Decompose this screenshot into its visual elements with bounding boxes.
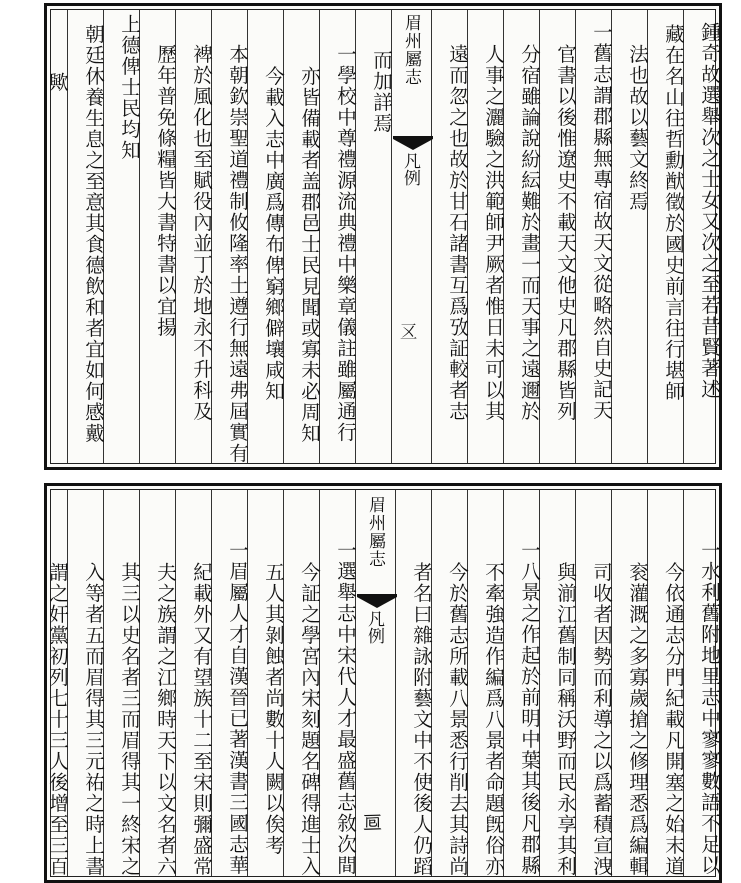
column-text: 衮灌溉之多寡歲搶之修理悉爲編輯 <box>626 562 649 877</box>
text-column <box>319 10 355 463</box>
text-column <box>683 490 719 876</box>
column-text: 一八景之作起於前明中葉其後凡郡縣 <box>518 540 541 876</box>
column-text: 歷年普免條糧皆大書特書以宜揚 <box>154 44 177 338</box>
text-column <box>46 10 69 463</box>
text-column <box>67 10 103 463</box>
column-text: 而加詳焉 <box>370 50 393 134</box>
text-column <box>539 490 575 876</box>
text-column <box>575 10 611 463</box>
column-text: 入等者五而眉得其三元祐之時上書 <box>82 562 105 877</box>
book-title: 眉州屬志 <box>365 496 385 568</box>
column-text: 一舊志謂郡縣無專宿故天文從略然自史記天 <box>590 22 613 421</box>
text-column <box>67 490 103 876</box>
column-text: 一學校中尊禮源流典禮中樂章儀註雖屬通行 <box>334 44 357 443</box>
column-text: 一水利舊附地里志中寥寥數語不足以 <box>698 540 721 876</box>
text-column <box>611 490 647 876</box>
column-text: 五人其剝蝕者尚數十人闕以俟考 <box>262 562 285 856</box>
center-margin <box>355 490 395 876</box>
column-text: 今載入志中廣爲傳布俾窮鄉僻壤咸知 <box>262 66 285 402</box>
column-text: 今依通志分門紀載凡開塞之始末道 <box>662 562 685 877</box>
column-text: 紀載外又有望族十二至宋則彌盛常 <box>190 562 213 877</box>
text-column <box>31 490 67 876</box>
section-label: 凡例 <box>364 610 384 644</box>
column-text: 官書以後惟遼史不載天文他史凡郡縣皆列 <box>554 44 577 422</box>
page-number: 𠄡 <box>397 322 419 341</box>
text-column <box>139 490 175 876</box>
text-column <box>139 10 175 463</box>
column-text: 朝廷休養生息之至意其食德飲和者宜如何感戴 <box>82 24 105 444</box>
text-column <box>355 10 391 463</box>
text-column <box>575 490 611 876</box>
lower-page-frame <box>46 489 721 877</box>
column-text: 遠而忽之也故於甘石諸書互爲攷証較者志 <box>446 44 469 422</box>
text-column <box>647 490 683 876</box>
column-text: 分宿雖論說紛紜難於畫一而天事之遠邇於 <box>518 44 541 422</box>
text-column <box>503 10 539 463</box>
column-text: 鍾奇故選舉次之士女又次之至若昔賢著述 <box>698 22 721 400</box>
lower-page <box>44 483 722 883</box>
text-column <box>503 490 539 876</box>
column-text: 今証之學宮內宋刻題名碑得進士入 <box>298 562 321 877</box>
text-column <box>431 490 467 876</box>
text-column <box>539 10 575 463</box>
column-text: 其三以史名者三而眉得其一終宋之 <box>118 562 141 877</box>
text-column <box>283 490 319 876</box>
text-column <box>395 490 431 876</box>
column-text: 藏在名山往哲勳猷徵於國史前言往行堪師 <box>662 24 685 402</box>
column-text: 本朝欽崇聖道禮制攸隆率土遵行無遠弗屆實有 <box>226 44 249 464</box>
text-column <box>211 490 247 876</box>
column-text: 與湔江舊制同稱沃野而民永享其利 <box>554 562 577 877</box>
column-text: 司收者因勢而利導之以爲蓄積宣洩 <box>590 562 613 877</box>
page-number: 𠄢 <box>361 812 383 831</box>
center-margin <box>391 10 431 463</box>
text-column <box>247 490 283 876</box>
column-text: 人事之灑驗之洪範師尹厥者惟日未可以其 <box>482 44 505 422</box>
column-text: 夫之族謂之江鄉時天下以文名者六 <box>154 562 177 877</box>
column-text: 歟 <box>46 72 69 93</box>
upper-page-frame <box>46 9 721 464</box>
column-text: 不牽強造作編爲八景者命題旣俗亦 <box>482 562 505 877</box>
book-title: 眉州屬志 <box>401 14 421 86</box>
column-text: 今於舊志所載八景悉行削去其詩尚 <box>446 562 469 877</box>
column-text: 裨於風化也至賦役內並丁於地永不升科及 <box>190 44 213 422</box>
text-column <box>467 490 503 876</box>
text-column <box>683 10 719 463</box>
text-column <box>611 10 647 463</box>
text-column <box>431 10 467 463</box>
section-label: 凡例 <box>400 152 420 186</box>
text-column <box>467 10 503 463</box>
text-column <box>319 490 355 876</box>
upper-page <box>44 3 722 470</box>
text-column <box>647 10 683 463</box>
column-text: 一眉屬人才自漢晉已著漢書三國志華 <box>226 540 249 876</box>
column-text: 謂之奸黨初列七十三人後增至三百 <box>46 562 69 877</box>
text-column <box>283 10 319 463</box>
column-text: 法也故以藝文終焉 <box>626 44 649 212</box>
text-column <box>175 10 211 463</box>
text-column <box>247 10 283 463</box>
text-column <box>175 490 211 876</box>
column-text: 亦皆備載者盖郡邑士民見聞或寡未必周知 <box>298 66 321 444</box>
column-text: 者名曰雜詠附藝文中不使後人仍蹈 <box>410 562 433 877</box>
text-column <box>103 490 139 876</box>
text-column <box>103 10 139 463</box>
column-text: 一選舉志中宋代人才最盛舊志敘次間 <box>334 540 357 876</box>
text-column <box>211 10 247 463</box>
column-text: 上德俾士民均知 <box>118 14 141 161</box>
